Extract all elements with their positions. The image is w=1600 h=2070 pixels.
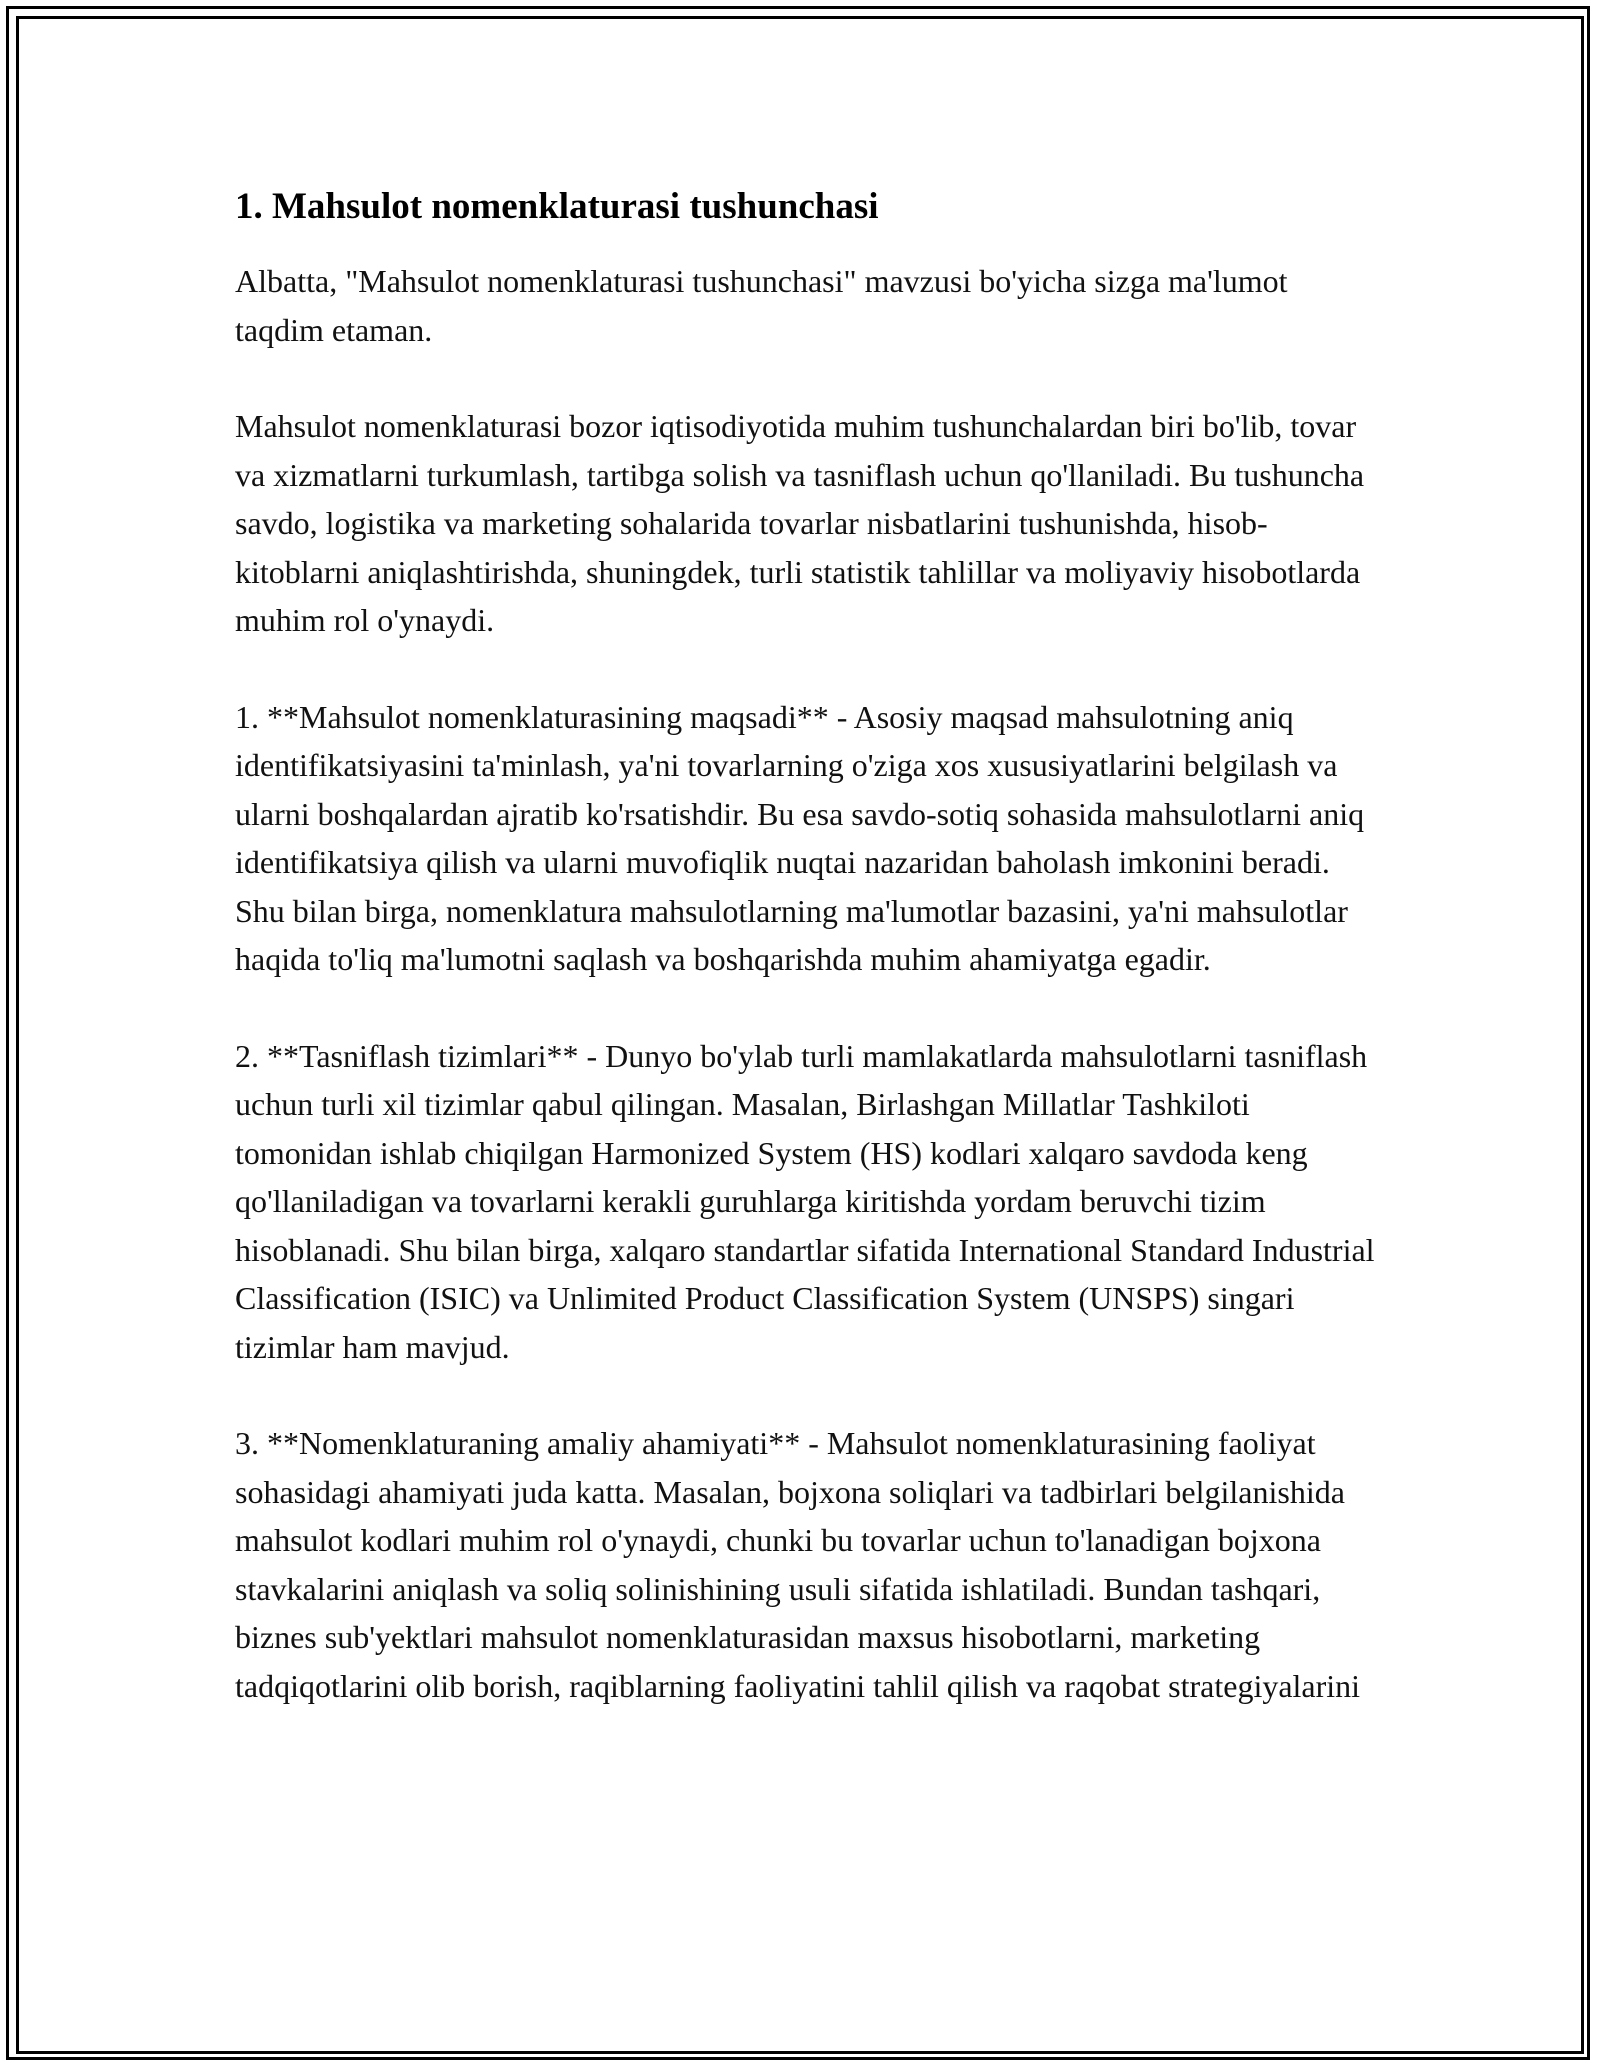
practical-importance-paragraph: 3. **Nomenklaturaning amaliy ahamiyati** - Mahsulot nomenklaturasining faoliyat sohasidagi ahamiyati juda katta. Masalan, bojxona soliqlari va tadbirlari belgilanishida mahsulot kodlari muhim rol o'ynaydi, chunki bu tovarlar uchun to'lanadigan bojxona stavkalarini aniqlash va soliq solinishining usuli sifatida ishlatiladi. Bundan tashqari, biznes sub'yektlari mahsulot nomenklaturasidan maxsus hisobotlarni, marketing tadqiqotlarini olib borish, raqiblarning faoliyatini tahlil qilish va raqobat strategiyalarini: [235, 1425, 1361, 1704]
definition-paragraph: Mahsulot nomenklaturasi bozor iqtisodiyotida muhim tushunchalardan biri bo'lib, tovar va xizmatlarni turkumlash, tartibga solish va tasniflash uchun qo'llaniladi. Bu tushuncha savdo, logistika va marketing sohalarida tovarlar nisbatlarini tushunishda, hisob-kitoblarni aniqlashtirishda, shuningdek, turli statistik tahlillar va moliyaviy hisobotlarda muhim rol o'ynaydi.: [235, 408, 1365, 639]
classification-systems-paragraph: 2. **Tasniflash tizimlari** - Dunyo bo'ylab turli mamlakatlarda mahsulotlarni tasniflash uchun turli xil tizimlar qabul qilingan. Masalan, Birlashgan Millatlar Tashkiloti tomonidan ishlab chiqilgan Harmonized System (HS) kodlari xalqaro savdoda keng qo'llaniladigan va tovarlarni kerakli guruhlarga kiritishda yordam beruvchi tizim hisoblanadi. Shu bilan birga, xalqaro standartlar sifatida International Standard Industrial Classification (ISIC) va Unlimited Product Classification System (UNSPS) singari tizimlar ham mavjud.: [235, 1037, 1375, 1365]
section-heading: 1. Mahsulot nomenklaturasi tushunchasi: [235, 186, 879, 227]
purpose-paragraph: 1. **Mahsulot nomenklaturasining maqsadi** - Asosiy maqsad mahsulotning aniq identifikatsiyasini ta'minlash, ya'ni tovarlarning o'ziga xos xususiyatlarini belgilash va ularni boshqalardan ajratib ko'rsatishdir. Bu esa savdo-sotiq sohasida mahsulotlarni aniq identifikatsiya qilish va ularni muvofiqlik nuqtai nazaridan baholash imkonini beradi. Shu bilan birga, nomenklatura mahsulotlarning ma'lumotlar bazasini, ya'ni mahsulotlar haqida to'liq ma'lumotni saqlash va boshqarishda muhim ahamiyatga egadir.: [235, 698, 1365, 978]
intro-paragraph: Albatta, "Mahsulot nomenklaturasi tushunchasi" mavzusi bo'yicha sizga ma'lumot taqdim etaman.: [235, 263, 1288, 348]
document-body: [235, 185, 1375, 1758]
